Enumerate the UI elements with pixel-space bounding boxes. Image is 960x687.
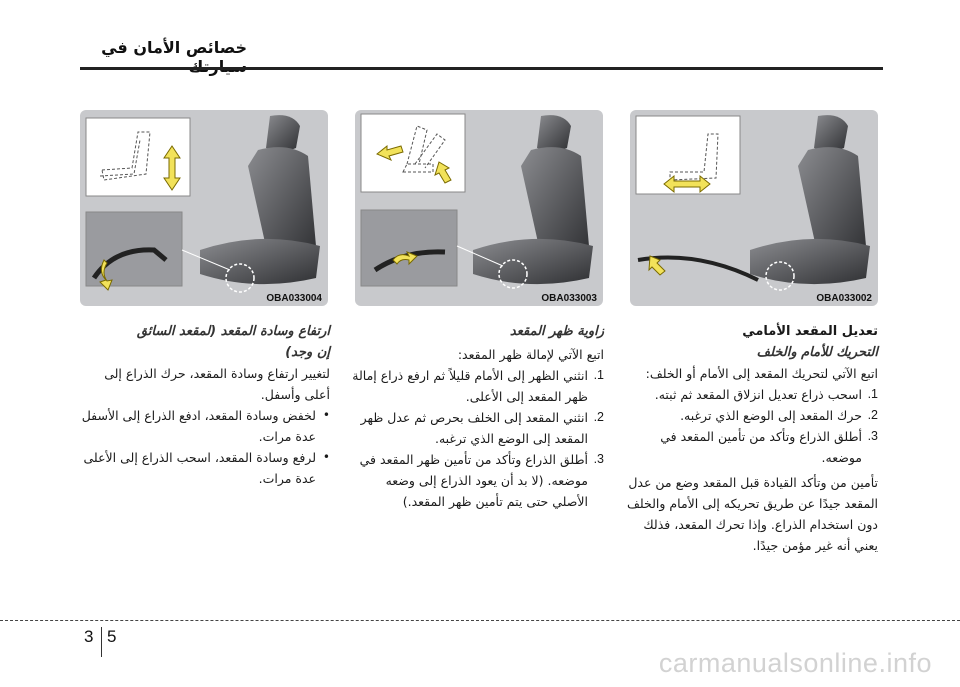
- list-item: [78, 447, 330, 489]
- section-heading-line1: ارتفاع وسادة المقعد (لمقعد السائق: [136, 324, 330, 339]
- figure-code: OBA033003: [541, 293, 597, 304]
- figure-code: OBA033004: [266, 293, 322, 304]
- header-rule: [80, 67, 883, 70]
- item-text: لخفض وسادة المقعد، ادفع الذراع إلى الأسفل عدة مرات.: [81, 408, 316, 444]
- section-cushion-height: [78, 321, 330, 489]
- bullet-icon: •: [322, 408, 330, 422]
- list-item: [352, 449, 604, 512]
- section-front-seat-adjust: [624, 321, 878, 556]
- list-item: [624, 426, 878, 468]
- section-intro: لتغيير ارتفاع وسادة المقعد، حرك الذراع إلى أعلى وأسفل.: [104, 366, 330, 402]
- item-number: 1.: [867, 387, 878, 401]
- item-text: انثني الظهر إلى الأمام قليلاً ثم ارفع ذراع إمالة ظهر المقعد إلى الأعلى.: [352, 368, 588, 404]
- seatback-angle-illustration: [355, 110, 603, 306]
- footer-rule: [0, 620, 960, 621]
- section-subheading: التحريك للأمام والخلف: [756, 345, 878, 360]
- section-intro: اتبع الآتي لإمالة ظهر المقعد:: [457, 347, 604, 362]
- list-item: [352, 365, 604, 407]
- item-text: أطلق الذراع وتأكد من تأمين المقعد في موضعه.: [660, 429, 862, 465]
- section-heading-line2: إن وجد): [285, 345, 330, 360]
- page-divider: [101, 627, 102, 657]
- section-seatback-angle: [352, 321, 604, 512]
- item-text: أطلق الذراع وتأكد من تأمين ظهر المقعد في موضعه. (لا بد أن يعود الذراع إلى وضعه الأصلي حتى يتم تأمين ظهر المقعد.): [359, 452, 588, 509]
- page-number: 5: [107, 627, 117, 646]
- figure-seatback-angle: [355, 110, 603, 306]
- section-paragraph: تأمين من وتأكد القيادة قبل المقعد وضع من عدل المقعد جيدًا عن طريق تحريكه إلى الأمام والخلف دون استخدام الذراع. وإذا تحرك المقعد، فذلك يعني أنه غير مؤمن جيدًا.: [626, 475, 878, 553]
- figure-seat-height: [80, 110, 328, 306]
- section-heading: تعديل المقعد الأمامي: [742, 324, 878, 339]
- item-text: حرك المقعد إلى الوضع الذي ترغبه.: [680, 408, 862, 423]
- page-chapter-number: 3: [84, 627, 94, 646]
- seat-height-illustration: [80, 110, 328, 306]
- list-item: [624, 384, 878, 405]
- list-item: [78, 405, 330, 447]
- watermark: carmanualsonline.info: [658, 648, 932, 678]
- list-item: [352, 407, 604, 449]
- figure-code: OBA033002: [816, 293, 872, 304]
- page-header-title: خصائص الأمان في: [101, 38, 247, 57]
- item-number: 2.: [593, 410, 604, 424]
- section-heading: زاوية ظهر المقعد: [509, 324, 604, 339]
- item-number: 2.: [867, 408, 878, 422]
- section-intro: اتبع الآتي لتحريك المقعد إلى الأمام أو الخلف:: [645, 366, 878, 381]
- item-number: 1.: [593, 368, 604, 382]
- item-text: اسحب ذراع تعديل انزلاق المقعد ثم ثبته.: [654, 387, 862, 402]
- bullet-icon: •: [322, 450, 330, 464]
- forward-backward-illustration: [630, 110, 878, 306]
- list-item: [624, 405, 878, 426]
- item-number: 3.: [593, 452, 604, 466]
- item-text: انثني المقعد إلى الخلف بحرص ثم عدل ظهر المقعد إلى الوضع الذي ترغبه.: [360, 410, 588, 446]
- item-number: 3.: [867, 429, 878, 443]
- figure-forward-backward: [630, 110, 878, 306]
- item-text: لرفع وسادة المقعد، اسحب الذراع إلى الأعلى عدة مرات.: [83, 450, 316, 486]
